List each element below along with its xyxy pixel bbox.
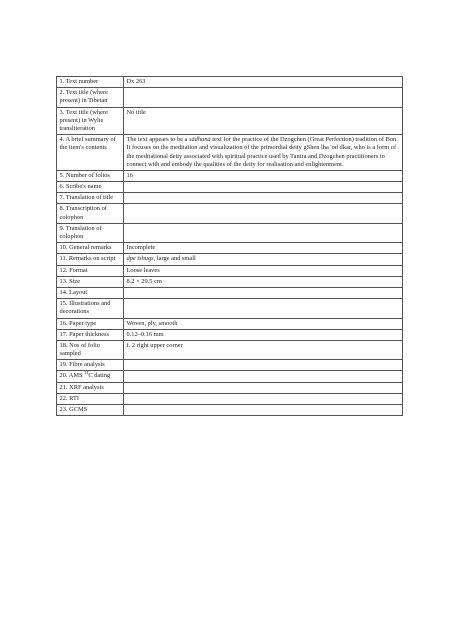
row-value-xrf: [124, 382, 403, 393]
row-label-paper-thickness: 17. Paper thickness: [57, 329, 124, 340]
row-label-script-remarks: 11. Remarks on script: [57, 254, 124, 265]
ams-label-pre: 20. AMS: [59, 372, 85, 380]
row-label-title-tibetan: 2. Text title (where present) in Tibetan: [57, 88, 124, 107]
row-value-folios: 16: [124, 170, 403, 181]
row-value-colophon-transcription: [124, 204, 403, 223]
table-row: [57, 223, 403, 242]
row-value-summary: [124, 135, 403, 171]
row-label-colophon-translation: 9. Translation of colophon: [57, 223, 124, 242]
table-row: [57, 340, 403, 359]
row-label-title-wylie: 3. Text title (where present) in Wylie transliteration: [57, 107, 124, 135]
row-label-general-remarks: 10. General remarks: [57, 243, 124, 254]
row-label-title-translation: 7. Translation of title: [57, 193, 124, 204]
table-row: [57, 360, 403, 371]
row-value-folio-sampled: f. 2 right upper corner: [124, 340, 403, 359]
table-row: [57, 393, 403, 404]
table-row: [57, 135, 403, 171]
row-label-paper-type: 16. Paper type: [57, 318, 124, 329]
row-value-rti: [124, 393, 403, 404]
row-label-ams-dating: [57, 371, 124, 382]
table-row: [57, 329, 403, 340]
table-row: [57, 265, 403, 276]
catalogue-record-table: [56, 76, 403, 416]
row-value-fibre-analysis: [124, 360, 403, 371]
row-label-format: 12. Format: [57, 265, 124, 276]
row-value-script-remarks: [124, 254, 403, 265]
table-row: [57, 371, 403, 382]
row-value-title-wylie: No title: [124, 107, 403, 135]
table-row: [57, 193, 403, 204]
table-row: [57, 405, 403, 416]
row-value-layout: [124, 287, 403, 298]
row-value-colophon-translation: [124, 223, 403, 242]
row-value-scribe: [124, 182, 403, 193]
row-value-general-remarks: Incomplete: [124, 243, 403, 254]
script-remarks-italic: dpe tshugs: [126, 255, 154, 263]
table-row: [57, 182, 403, 193]
table-row: [57, 88, 403, 107]
row-value-title-tibetan: [124, 88, 403, 107]
row-label-text-number: 1. Text number: [57, 77, 124, 88]
row-label-colophon-transcription: 8. Transcription of colophon: [57, 204, 124, 223]
table-row: [57, 107, 403, 135]
row-label-scribe: 6. Scribe's name: [57, 182, 124, 193]
row-label-summary: 4. A brief summary of the item's contents: [57, 135, 124, 171]
row-value-format: Loose leaves: [124, 265, 403, 276]
row-label-fibre-analysis: 19. Fibre analysis: [57, 360, 124, 371]
summary-text-post: text for the practice of the Dzogchen (Great Perfection) tradition of Bon. It focuses on the meditation and visualization of the primordial deity gShen lha 'od dkar, who is a form of the meditational deity associated with spiritual practice used by Tantra and Dzogchen practitioners to connect with and embody the qualities of the deity for realisation and enlightenment.: [126, 136, 398, 168]
table-row: [57, 204, 403, 223]
row-label-folios: 5. Number of folios: [57, 170, 124, 181]
ams-label-post: C dating: [88, 372, 111, 380]
row-value-illustrations: [124, 299, 403, 318]
row-value-ams-dating: [124, 371, 403, 382]
row-label-layout: 14. Layout: [57, 287, 124, 298]
script-remarks-post: , large and small: [153, 255, 196, 263]
row-value-text-number: Dx 263: [124, 77, 403, 88]
summary-text-italic: sādhanā: [188, 136, 211, 144]
row-value-gcms: [124, 405, 403, 416]
row-label-rti: 22. RTI: [57, 393, 124, 404]
row-label-xrf: 21. XRF analysis: [57, 382, 124, 393]
row-label-size: 13. Size: [57, 276, 124, 287]
table-row: [57, 243, 403, 254]
row-value-paper-type: Woven, ply, smooth: [124, 318, 403, 329]
row-value-paper-thickness: 0.12–0.16 mm: [124, 329, 403, 340]
table-row: [57, 382, 403, 393]
row-label-illustrations: 15. Illustrations and decorations: [57, 299, 124, 318]
row-value-title-translation: [124, 193, 403, 204]
row-value-size: 8.2 × 29.5 cm: [124, 276, 403, 287]
table-row: [57, 276, 403, 287]
ams-label-sup: 14: [84, 370, 89, 376]
table-row: [57, 287, 403, 298]
table-row: [57, 254, 403, 265]
summary-text-pre: The text appears to be a: [126, 136, 189, 144]
table-row: [57, 299, 403, 318]
row-label-folio-sampled: 18. Nos of folio sampled: [57, 340, 124, 359]
table-row: [57, 170, 403, 181]
row-label-gcms: 23. GCMS: [57, 405, 124, 416]
table-row: [57, 77, 403, 88]
table-row: [57, 318, 403, 329]
